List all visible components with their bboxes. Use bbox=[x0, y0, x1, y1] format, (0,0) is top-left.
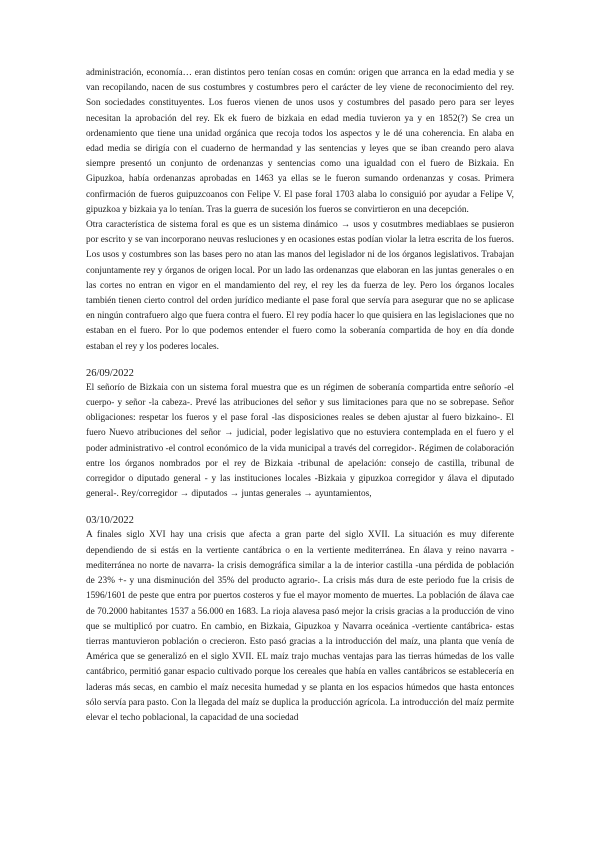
entry-date-2022-10-03: 03/10/2022 bbox=[86, 515, 134, 527]
paragraph-foral-system-dynamic: Otra característica de sistema foral es que es un sistema dinámico → usos y cosutmbres mediablaes se pusieron por escrito y se van incorporano neuvas resluciones y en ocasiones estas podían violar la letra escrita de los fueros. Los usos y costumbres son las bases pero no atan las manos del legislador ni de los órganos legislativos. Trabajan conjuntamente rey y órganos de origen local. Por un lado las ordenanzas que elaboran en las juntas generales o en las cortes no entran en vigor en el mandamiento del rey, el rey les da fuerza de ley. Pero los órganos locales también tienen cierto control del orden jurídico mediante el pase foral que servía para asegurar que no se aplicase en ningún contrafuero algo que fuera contra el fuero. El rey podía hacer lo que quisiera en las legislaciones que no estaban en el fuero. Por lo que podemos entender el fuero como la soberanía compartida de hoy en día donde estaban el rey y los poderes locales. bbox=[86, 220, 514, 352]
entry-date-2022-09-26: 26/09/2022 bbox=[86, 367, 134, 379]
paragraph-senorio-bizkaia: El señorío de Bizkaia con un sistema foral muestra que es un régimen de soberanía compartida entre señorío -el cuerpo- y señor -la cabeza-. Prevé las atribuciones del señor y sus limitaciones para que no se sobrepase. Señor obligaciones: respetar los fueros y el pase foral -las disposiciones reales se deben ajustar al fuero bizkaino-. El fuero Nuevo atribuciones del señor → judicial, poder legislativo que no estuviera contemplada en el fuero y el poder administrativo -el control económico de la vida municipal a través del corregidor-. Régimen de colaboración entre los órganos nombrados por el rey de Bizkaia -tribunal de apelación: consejo de castilla, tribunal de corregidor o diputado general - y las instituciones locales -Bizkaia y gipuzkoa corregidor y álava el diputado general-. Rey/corregidor → diputados → juntas generales → ayuntamientos, bbox=[86, 382, 514, 500]
paragraph-crisis-siglo-xvii: A finales siglo XVI hay una crisis que afecta a gran parte del siglo XVII. La situación es muy diferente dependiendo de si estás en la vertiente cantábrica o en la vertiente mediterránea. En álava y reino navarra -mediterránea no norte de navarra- la crisis demográfica similar a la de interior castilla -una pérdida de población de 23% +- y una disminución del 35% del producto agrario-. La crisis más dura de este periodo fue la crisis de 1596/1601 de peste que entra por puertos costeros y fue el mayor momento de muertes. La población de álava cae de 70.2000 habitantes 1537 a 56.000 en 1683. La rioja alavesa pasó mejor la crisis gracias a la producción de vino que se multiplicó por cuatro. En cambio, en Bizkaia, Gipuzkoa y Navarra oceánica -vertiente cantábrica- estas tierras mantuvieron población o crecieron. Esto pasó gracias a la introducción del maíz, una planta que venía de América que se generalizó en el siglo XVII. EL maíz trajo muchas ventajas para las tierras húmedas de los valle cantábrico, permitió ganar espacio cultivado porque los cereales que había en valles cantábricos se establecería en laderas más secas, en cambio el maíz necesita humedad y se planta en los espacios húmedos que hasta entonces sólo servía para pasto. Con la llegada del maíz se duplica la producción agrícola. La introducción del maíz permite elevar el techo poblacional, la capacidad de una sociedad bbox=[86, 530, 514, 723]
document-page bbox=[86, 66, 514, 726]
paragraph-fueros-origin: administración, economía… eran distintos pero tenían cosas en común: origen que arranca en la edad media y se van recopilando, nacen de sus costumbres y costumbres pero el carácter de ley viene de reconocimiento del rey. Son sociedades constituyentes. Los fueros vienen de unos usos y costumbres del pasado pero para ser leyes necesitan la aprobación del rey. Ek ek fuero de bizkaia en edad media tuvieron ya y en 1852(?) Se crea un ordenamiento que tiene una unidad orgánica que recoja todos los aspectos y le dé una coherencia. En alaba en edad media se dirigía con el cuaderno de hermandad y las sentencias y leyes que se iban creando pero alava siempre presentó un conjunto de ordenanzas y sentencias como una igualdad con el fuero de Bizkaia. En Gipuzkoa, había ordenanzas aprobadas en 1463 ya ellas se le fueron sumando ordenanzas y cosas. Primera confirmación de fueros guipuzcoanos con Felipe V. El pase foral 1703 alaba lo consiguió por ayudar a Felipe V, gipuzkoa y bizkaia ya lo tenían. Tras la guerra de sucesión los fueros se convirtieron en una decepción. bbox=[86, 68, 514, 215]
